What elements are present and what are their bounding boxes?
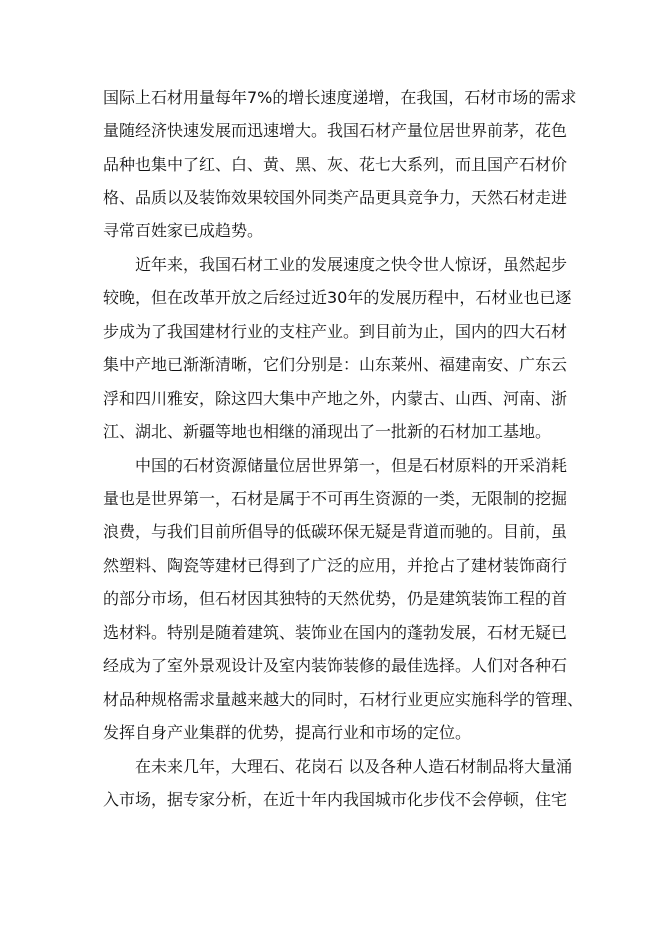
paragraph-3-line-5: 的部分市场，但石材因其独特的天然优势，仍是建筑装饰工程的首	[103, 589, 568, 608]
paragraph-2-line-2: 较晚，但在改革开放之后经过近30年的发展历程中，石材业也已逐	[103, 288, 572, 307]
paragraph-1-line-5: 寻常百姓家已成趋势。	[103, 221, 264, 240]
paragraph-3-line-2: 量也是世界第一，石材是属于不可再生资源的一类，无限制的挖掘	[103, 489, 568, 508]
paragraph-3-line-8: 材品种规格需求量越来越大的同时，石材行业更应实施科学的管理、	[103, 690, 584, 709]
paragraph-3-line-3: 浪费，与我们目前所倡导的低碳环保无疑是背道而驰的。目前，虽	[103, 522, 568, 541]
paragraph-3-line-4: 然塑料、陶瓷等建材已得到了广泛的应用，并抢占了建材装饰商行	[103, 556, 568, 575]
paragraph-4-line-1: 在未来几年，大理石、花岗石 以及各种人造石材制品将大量涌	[135, 757, 573, 776]
paragraph-1-line-2: 量随经济快速发展而迅速增大。我国石材产量位居世界前茅，花色	[103, 121, 568, 140]
paragraph-2-line-1: 近年来，我国石材工业的发展速度之快令世人惊讶，虽然起步	[135, 255, 568, 274]
paragraph-3-line-1: 中国的石材资源储量位居世界第一，但是石材原料的开采消耗	[135, 456, 568, 475]
paragraph-2-line-6: 江、湖北、新疆等地也相继的涌现出了一批新的石材加工基地。	[103, 422, 552, 441]
paragraph-2-line-3: 步成为了我国建材行业的支柱产业。到目前为止，国内的四大石材	[103, 322, 568, 341]
paragraph-4-line-2: 入市场，据专家分析，在近十年内我国城市化步伐不会停顿，住宅	[103, 790, 568, 809]
paragraph-1-line-1: 国际上石材用量每年7%的增长速度递增，在我国，石材市场的需求	[103, 88, 577, 107]
paragraph-2-line-5: 浮和四川雅安，除这四大集中产地之外，内蒙古、山西、河南、浙	[103, 389, 568, 408]
paragraph-3-line-9: 发挥自身产业集群的优势，提高行业和市场的定位。	[103, 723, 472, 742]
paragraph-2-line-4: 集中产地已渐渐清晰，它们分别是：山东莱州、福建南安、广东云	[103, 355, 568, 374]
paragraph-3-line-7: 经成为了室外景观设计及室内装饰装修的最佳选择。人们对各种石	[103, 656, 568, 675]
paragraph-3-line-6: 选材料。特别是随着建筑、装饰业在国内的蓬勃发展，石材无疑已	[103, 623, 568, 642]
paragraph-1-line-4: 格、品质以及装饰效果较国外同类产品更具竞争力，天然石材走进	[103, 188, 568, 207]
paragraph-1-line-3: 品种也集中了红、白、黄、黑、灰、花七大系列，而且国产石材价	[103, 155, 568, 174]
